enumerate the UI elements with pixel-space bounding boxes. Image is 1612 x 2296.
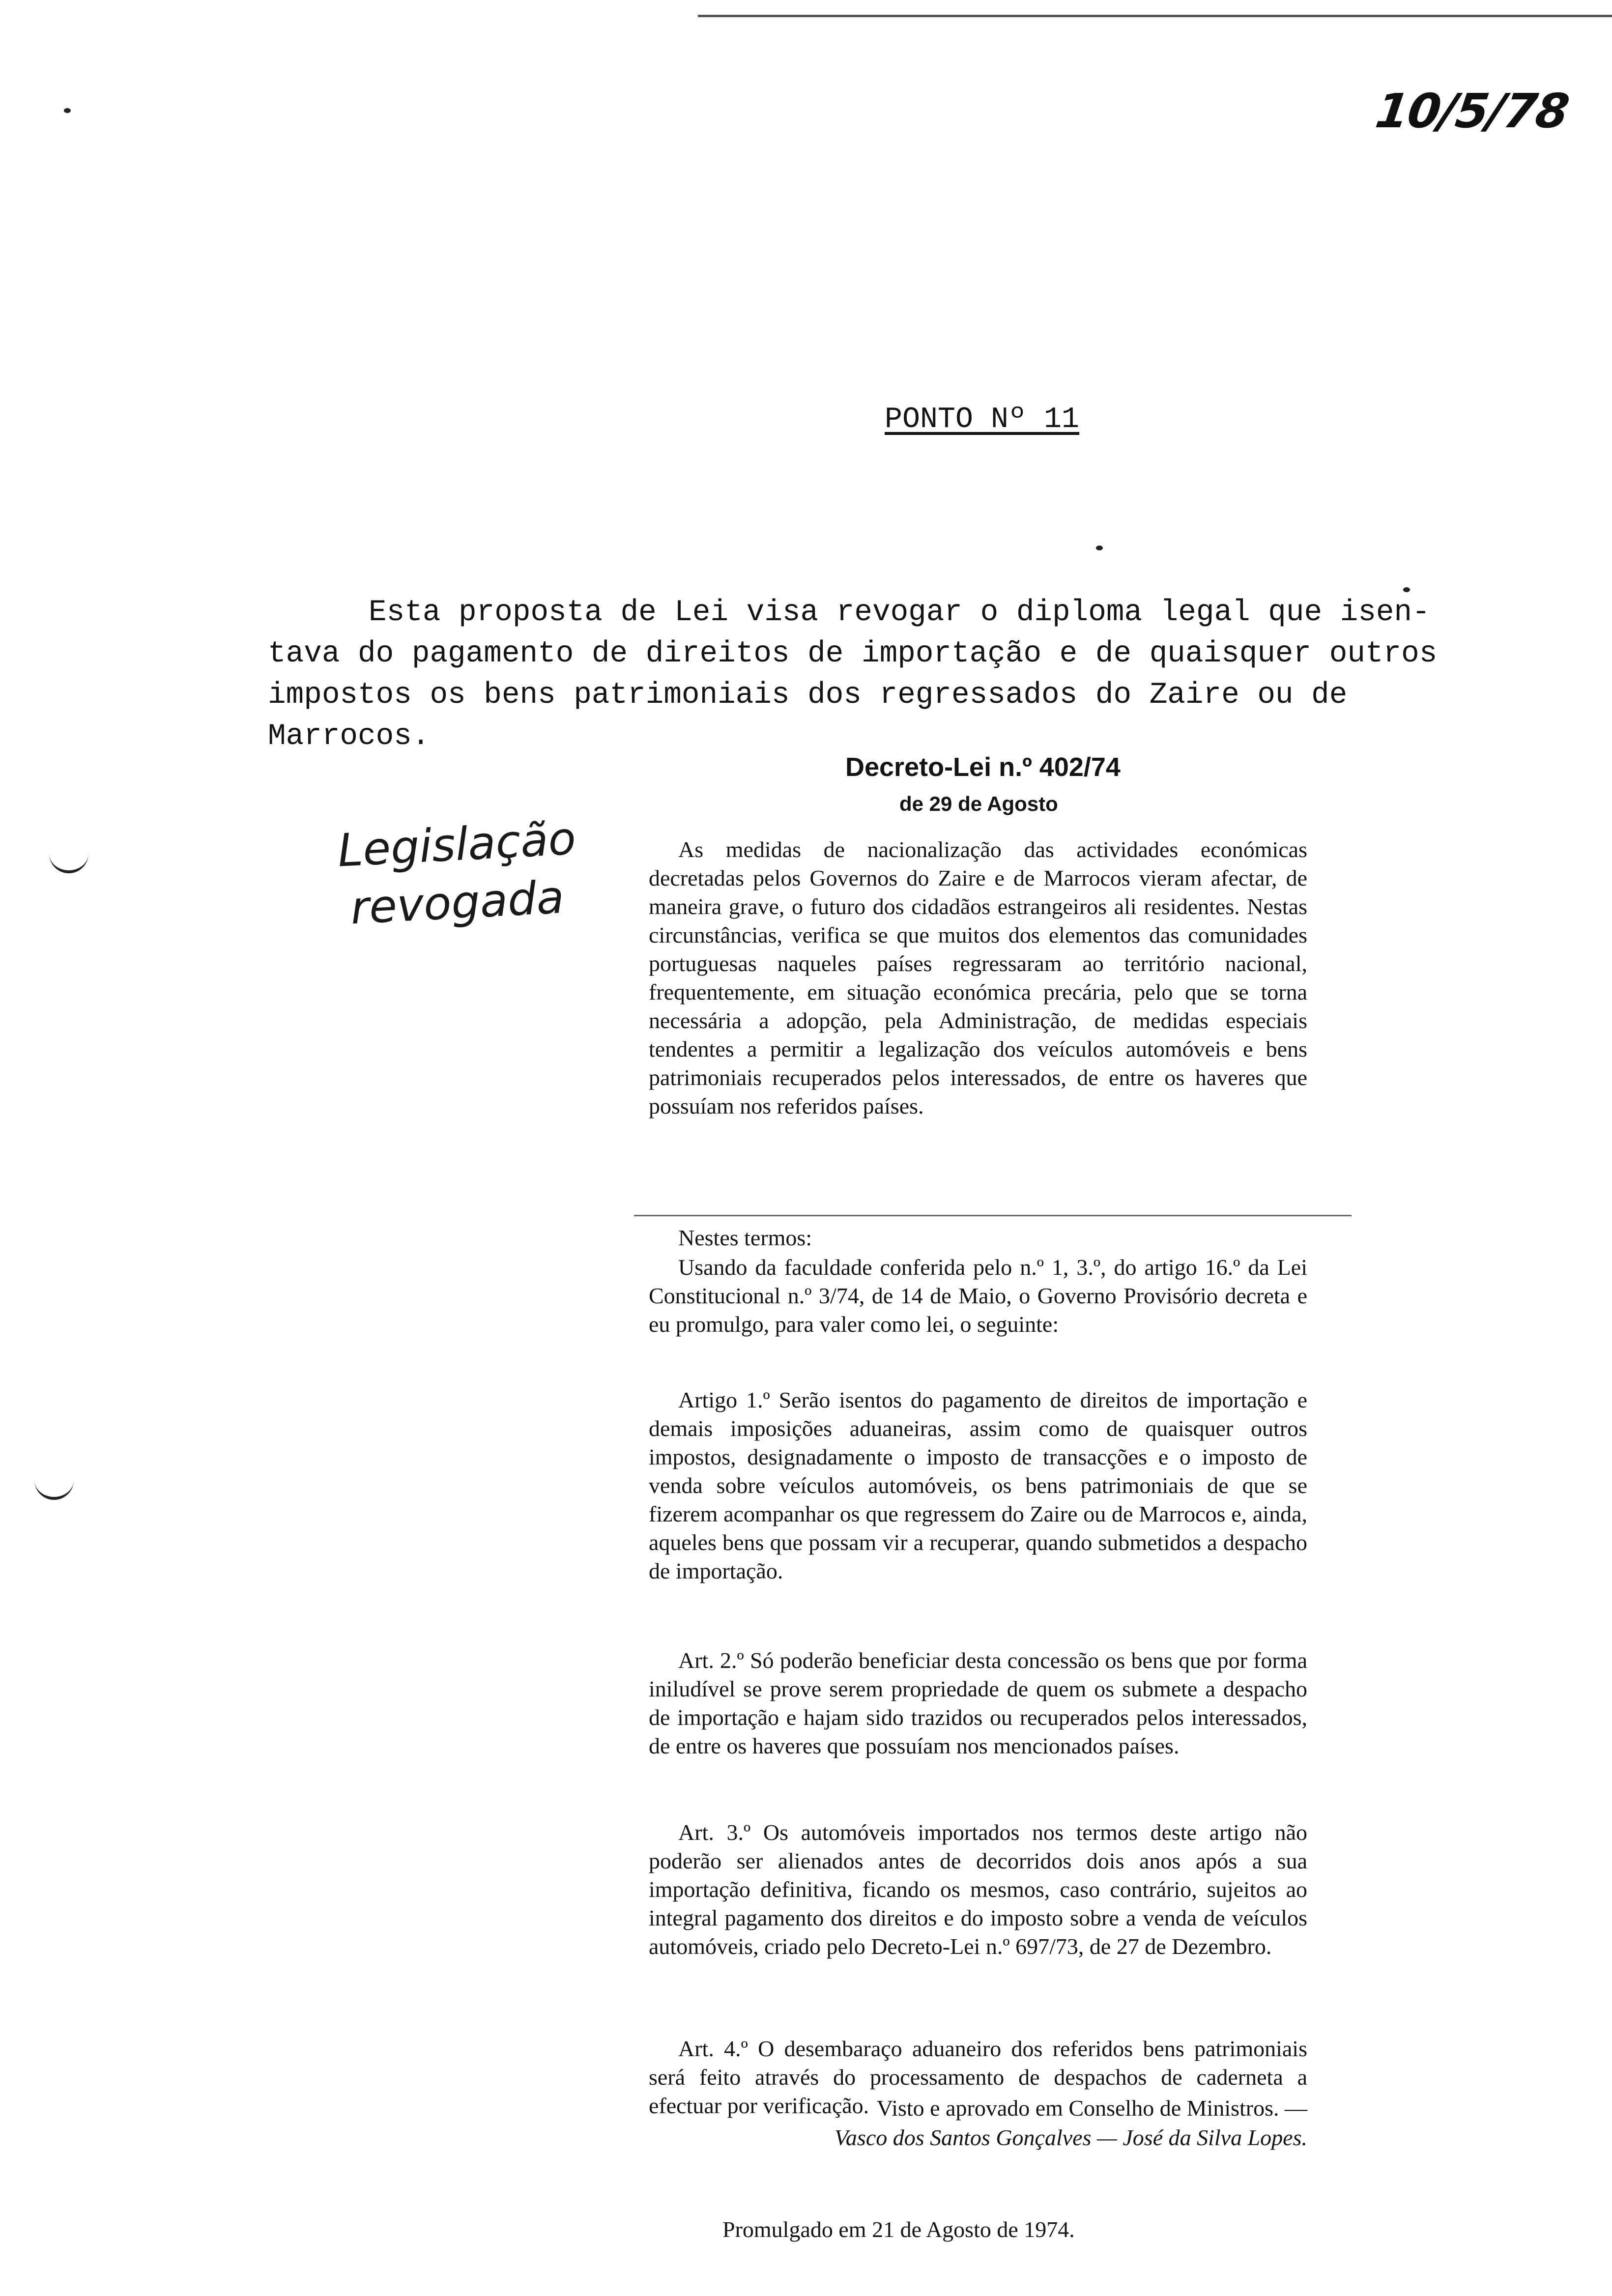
decree-preamble bbox=[649, 835, 1307, 1120]
enacting-text: Usando da faculdade conferida pelo n.º 1, 3.º, do artigo 16.º da Lei Constitucional n.º 3/74, de 14 de Maio, o Governo Provisório decreta e eu promulgo, para valer como lei, o seguinte: bbox=[649, 1255, 1307, 1337]
page-title: PONTO Nº 11 bbox=[885, 403, 1080, 436]
speck-mark bbox=[1096, 545, 1103, 550]
article-3 bbox=[649, 1818, 1307, 1961]
article-2 bbox=[649, 1646, 1307, 1760]
article-4-text: Art. 4.º O desembaraço aduaneiro dos referidos bens patrimoniais será feito através do processamento de despachos de caderneta a efectuar por verificação. bbox=[649, 2036, 1307, 2118]
promulgation-date: Promulgado em 21 de Agosto de 1974. bbox=[722, 2217, 1075, 2242]
speck-mark bbox=[1403, 587, 1410, 592]
section-divider bbox=[634, 1215, 1352, 1216]
decree-enacting-clause bbox=[649, 1253, 1307, 1339]
margin-note-line: revogada bbox=[349, 870, 566, 935]
preamble-text: As medidas de nacionalização das actividades económicas decretadas pelos Governos do Zaire e de Marrocos vieram afectar, de maneira grave, o futuro dos cidadãos estrangeiros ali residentes. Nestas circunstâncias, verifica se que muitos dos elementos das comunidades portuguesas naqueles países regressaram ao território nacional, frequentemente, em situação económica precária, pelo que se torna necessária a adopção, pela Administração, de medidas especiais tendentes a permitir a legalização dos veículos automóveis e bens patrimoniais recuperados pelos interessados, de entre os haveres que possuíam nos referidos países. bbox=[649, 837, 1307, 1119]
typed-summary bbox=[268, 592, 1546, 757]
summary-line: impostos os bens patrimoniais dos regressados do Zaire ou de bbox=[268, 678, 1348, 712]
article-2-text: Art. 2.º Só poderão beneficiar desta concessão os bens que por forma iniludível se prove serem propriedade de quem os submete a despacho de importação e hajam sido trazidos ou recuperados pelos interessados, de entre os haveres que possuíam nos mencionados países. bbox=[649, 1648, 1307, 1758]
margin-note-line: Legislação bbox=[336, 812, 577, 877]
summary-line: Esta proposta de Lei visa revogar o diploma legal que isen- bbox=[369, 596, 1430, 630]
top-edge-line bbox=[698, 15, 1612, 17]
article-1 bbox=[649, 1386, 1307, 1585]
article-1-text: Artigo 1.º Serão isentos do pagamento de direitos de importação e demais imposições aduaneiras, assim como de quaisquer outros impostos, designadamente o imposto de transacções e o imposto de venda sobre veículos automóveis, os bens patrimoniais de que se fizerem acompanhar os que regressem do Zaire ou de Marrocos e, ainda, aqueles bens que possam vir a recuperar, quando submetidos a despacho de importação. bbox=[649, 1387, 1307, 1583]
signatories: Vasco dos Santos Gonçalves — José da Silva Lopes. bbox=[834, 2125, 1307, 2150]
approval-block bbox=[649, 2094, 1307, 2152]
decree-date: de 29 de Agosto bbox=[899, 792, 1058, 815]
summary-line: Marrocos. bbox=[268, 719, 430, 753]
margin-tick-mark bbox=[49, 853, 88, 873]
margin-tick-mark bbox=[34, 1479, 74, 1500]
nestes-text: Nestes termos: bbox=[678, 1225, 812, 1250]
article-3-text: Art. 3.º Os automóveis importados nos termos deste artigo não poderão ser alienados antes de decorridos dois anos após a sua importação definitiva, ficando os mesmos, caso contrário, sujeitos ao integral pagamento dos direitos e do imposto sobre a venda de veículos automóveis, criado pelo Decreto-Lei n.º 697/73, de 27 de Dezembro. bbox=[649, 1820, 1307, 1959]
decree-title: Decreto-Lei n.º 402/74 bbox=[845, 752, 1121, 782]
handwritten-margin-note bbox=[336, 809, 580, 938]
summary-line: tava do pagamento de direitos de importação e de quaisquer outros bbox=[268, 637, 1438, 671]
speck-mark bbox=[64, 108, 71, 113]
handwritten-date: 10/5/78 bbox=[1372, 84, 1572, 139]
approval-text: Visto e aprovado em Conselho de Ministros. — bbox=[876, 2095, 1307, 2121]
decree-nestes bbox=[649, 1224, 1307, 1252]
